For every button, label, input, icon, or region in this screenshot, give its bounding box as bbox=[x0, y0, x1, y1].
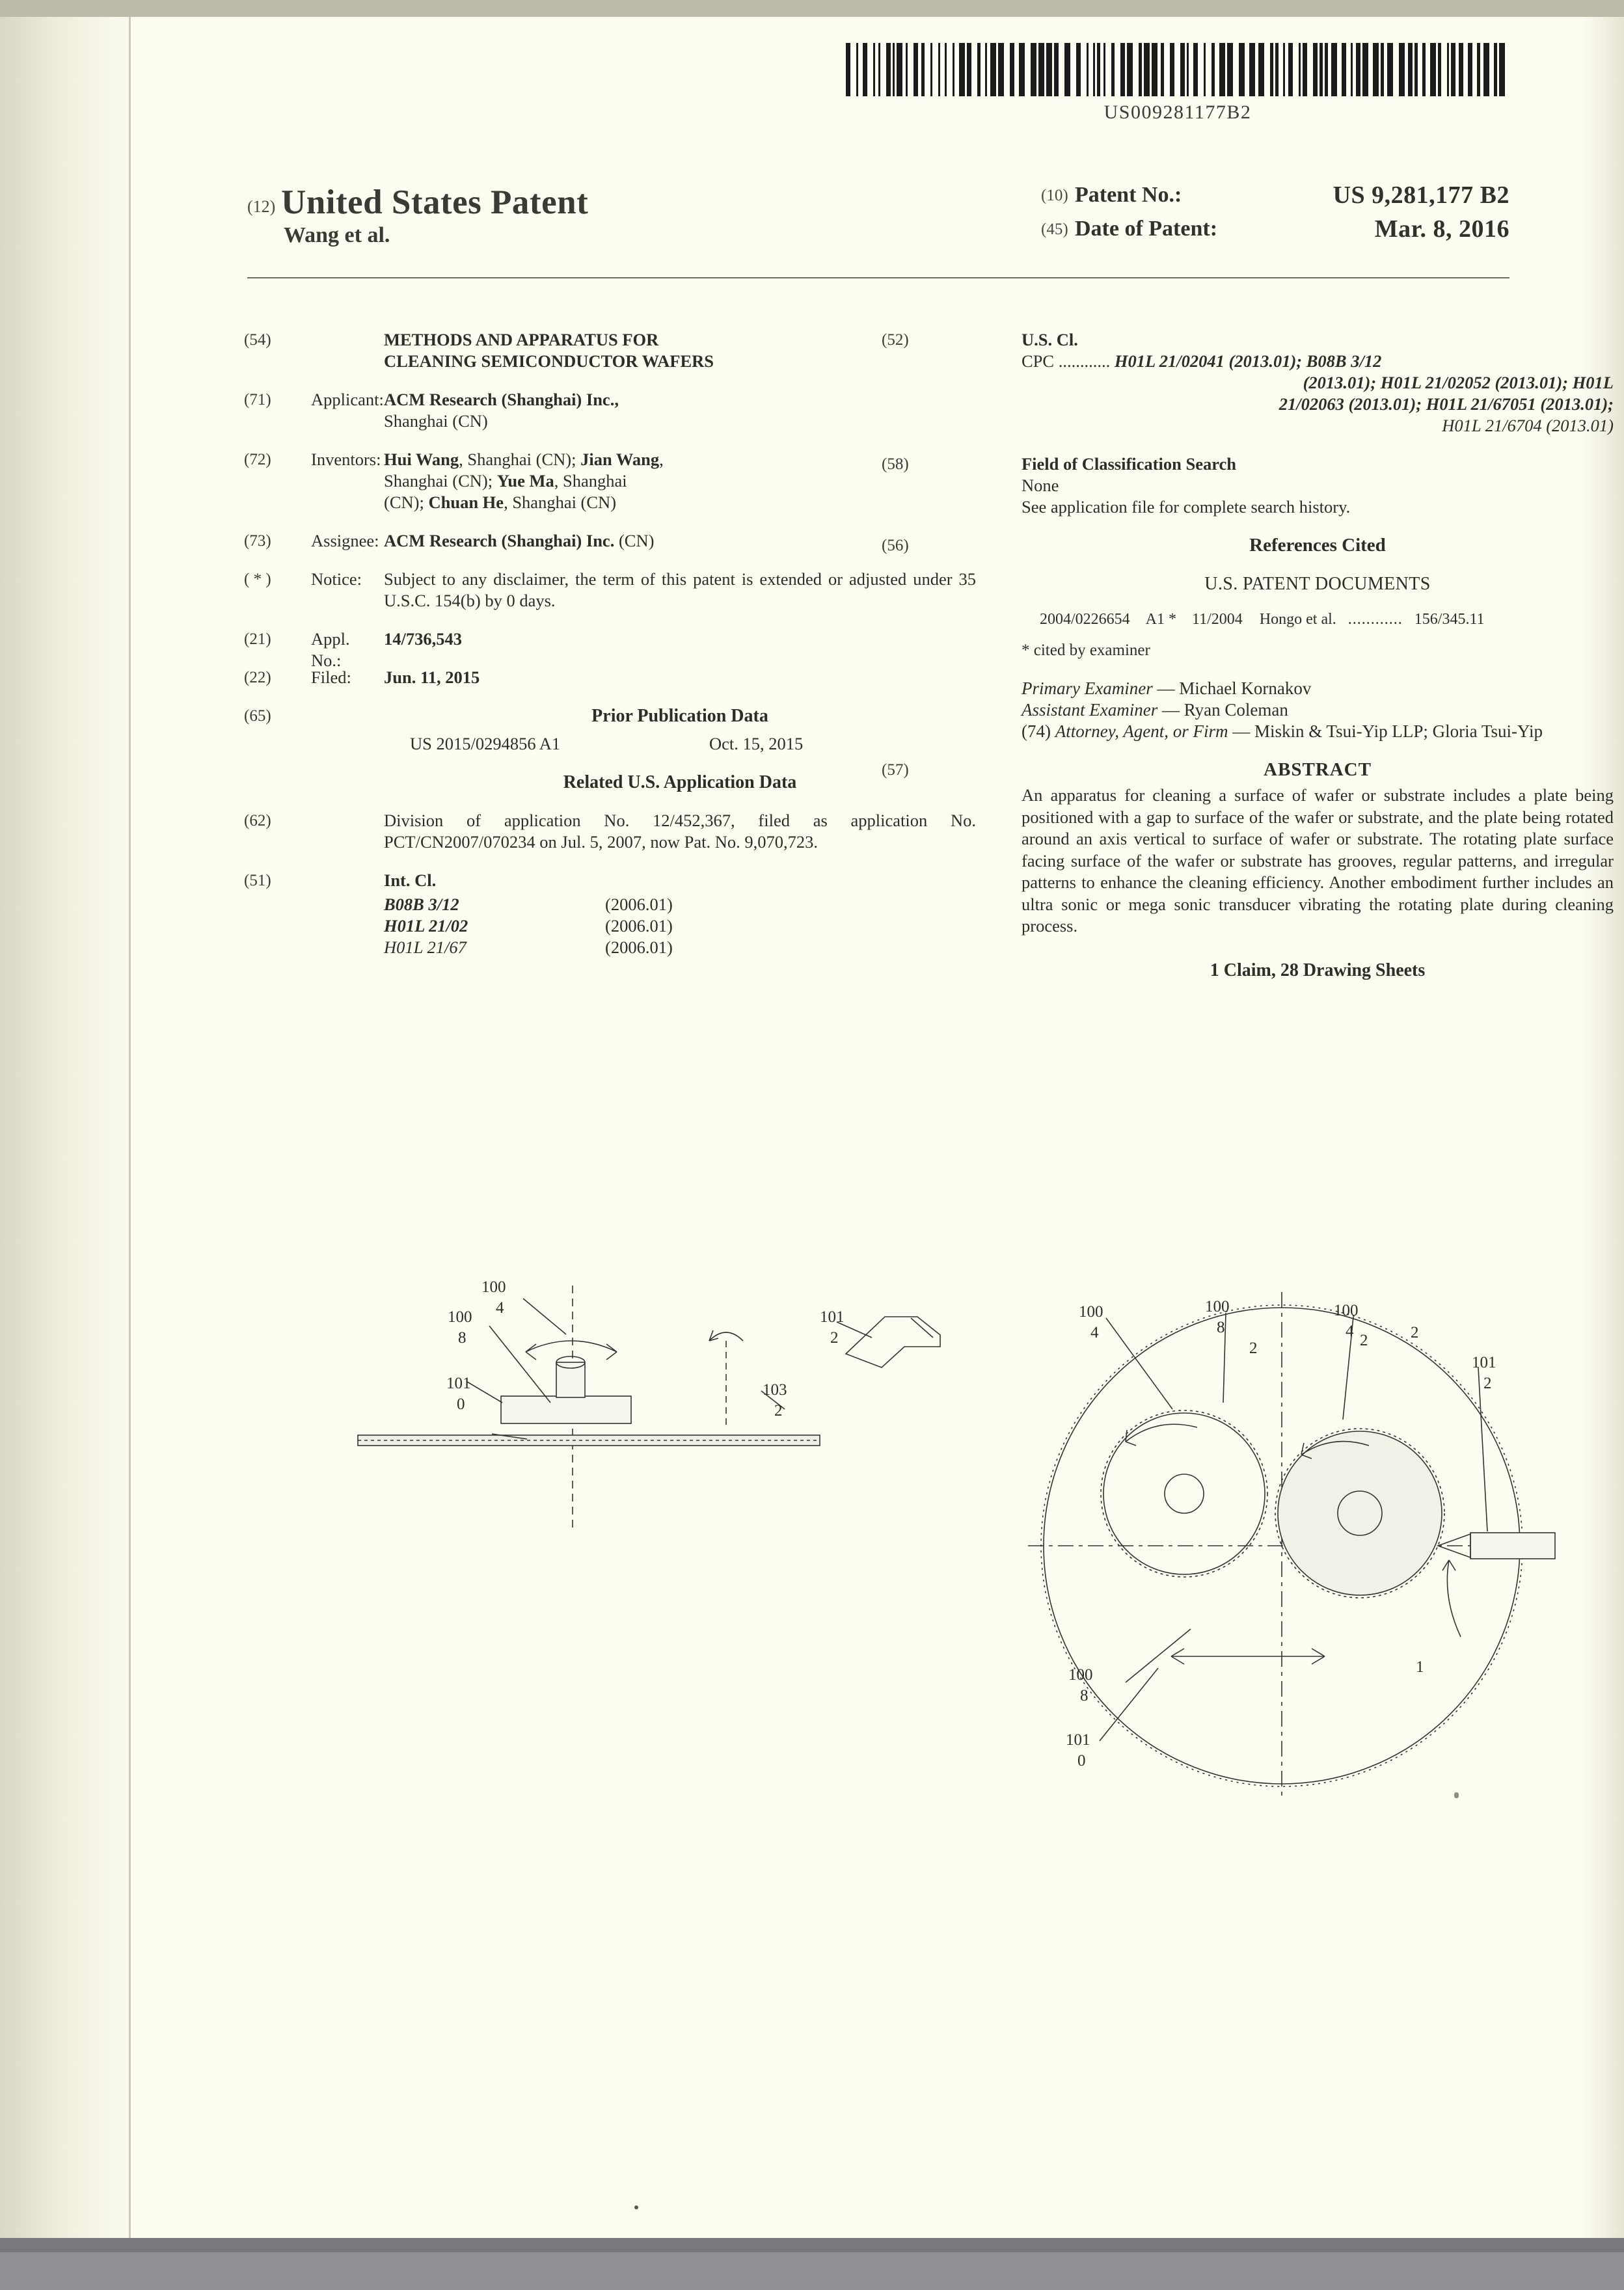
svg-text:103: 103 bbox=[763, 1381, 787, 1399]
svg-text:1: 1 bbox=[1416, 1658, 1424, 1676]
field-key: Filed: bbox=[311, 667, 351, 687]
field-classification-search bbox=[882, 453, 1614, 518]
inventor-city: , Shanghai bbox=[554, 471, 627, 491]
reference-date: 11/2004 bbox=[1192, 611, 1243, 628]
barcode-block bbox=[846, 43, 1509, 124]
svg-text:4: 4 bbox=[496, 1299, 504, 1317]
classification-search-label: Field of Classification Search bbox=[1022, 454, 1237, 474]
notice-text: Subject to any disclaimer, the term of this patent is extended or adjusted under 35 U.S.C. 154(b) by 0 days. bbox=[384, 569, 976, 610]
svg-text:2: 2 bbox=[1483, 1375, 1492, 1392]
patent-number-label: Patent No.: bbox=[1075, 183, 1182, 207]
inventor-name: Yue Ma bbox=[496, 471, 554, 491]
related-application-heading: Related U.S. Application Data bbox=[563, 772, 797, 792]
assignee-country: (CN) bbox=[614, 531, 655, 550]
filed-date-value: Jun. 11, 2015 bbox=[384, 667, 480, 687]
svg-text:2: 2 bbox=[774, 1402, 783, 1420]
patent-number-code: (10) bbox=[1041, 187, 1068, 204]
inventor-city: Shanghai (CN); bbox=[384, 471, 497, 491]
appl-no-value: 14/736,543 bbox=[384, 629, 462, 649]
svg-text:4: 4 bbox=[1090, 1324, 1099, 1341]
applicant-name: ACM Research (Shanghai) Inc., bbox=[384, 390, 619, 409]
svg-text:4: 4 bbox=[1346, 1323, 1354, 1340]
us-cl-block bbox=[1022, 329, 1614, 437]
cited-by-examiner-note: * cited by examiner bbox=[1022, 641, 1150, 659]
field-number: (54) bbox=[244, 331, 271, 349]
abstract-text: An apparatus for cleaning a surface of wafer or substrate includes a plate being positioned with a gap to surface of the wafer or substrate, and the plate being rotated around an axis vertical to surface of wafer or substrate. The rotating plate surface facing surface of the wafer or substrate has grooves, regular patterns, and irregular patterns to enhance the cleaning efficiency. Another embodiment further includes an ultra sonic or mega sonic transducer vibrating the rotating plate during cleaning process. bbox=[1022, 785, 1614, 936]
us-cl-label: U.S. Cl. bbox=[1022, 330, 1078, 349]
int-cl-block bbox=[384, 870, 976, 958]
attorney-label: Attorney, Agent, or Firm bbox=[1055, 721, 1228, 741]
svg-text:2: 2 bbox=[1360, 1332, 1368, 1349]
figure-area bbox=[260, 1207, 1601, 1858]
assistant-examiner-label: Assistant Examiner bbox=[1022, 700, 1158, 720]
cpc-line bbox=[1022, 372, 1614, 394]
inventor-name: Chuan He bbox=[428, 492, 504, 512]
inventor-line-3 bbox=[384, 492, 976, 513]
svg-text:100: 100 bbox=[1068, 1666, 1093, 1684]
int-cl-label: Int. Cl. bbox=[384, 870, 437, 890]
svg-text:100: 100 bbox=[481, 1278, 506, 1296]
reference-kind: A1 * bbox=[1145, 611, 1177, 628]
field-applicant bbox=[244, 389, 976, 432]
patent-date-label: Date of Patent: bbox=[1075, 217, 1218, 241]
field-related-application bbox=[244, 810, 976, 853]
prior-publication-row bbox=[384, 733, 976, 755]
field-number: (74) bbox=[1022, 721, 1051, 741]
classification-search-none: None bbox=[1022, 476, 1059, 495]
patent-number-row bbox=[1041, 183, 1509, 217]
barcode-image bbox=[846, 43, 1509, 96]
applicant-city: Shanghai (CN) bbox=[384, 411, 488, 431]
field-number: (73) bbox=[244, 532, 271, 550]
page-title: United States Patent bbox=[281, 183, 589, 221]
patent-number-value: US 9,281,177 B2 bbox=[1333, 182, 1509, 209]
svg-text:101: 101 bbox=[446, 1375, 471, 1392]
reference-number: 2004/0226654 bbox=[1040, 611, 1130, 628]
field-number: (62) bbox=[244, 812, 271, 829]
reference-assignee: Hongo et al. bbox=[1259, 611, 1336, 628]
svg-text:0: 0 bbox=[1077, 1752, 1086, 1770]
patent-date-value: Mar. 8, 2016 bbox=[1374, 215, 1509, 243]
title-right bbox=[1041, 183, 1509, 250]
invention-title-line2: CLEANING SEMICONDUCTOR WAFERS bbox=[384, 351, 714, 371]
inventor-sep: , bbox=[659, 450, 664, 469]
scan-speck-artifact bbox=[1454, 1792, 1459, 1798]
scan-edge-top bbox=[0, 0, 1624, 17]
field-notice bbox=[244, 569, 976, 612]
int-cl-code: H01L 21/67 bbox=[384, 937, 467, 957]
field-number: (65) bbox=[244, 707, 271, 725]
svg-text:2: 2 bbox=[830, 1329, 839, 1347]
assignee-name: ACM Research (Shanghai) Inc. bbox=[384, 531, 615, 550]
field-number: (57) bbox=[882, 761, 909, 779]
svg-text:100: 100 bbox=[1079, 1303, 1103, 1321]
field-prior-publication bbox=[244, 705, 976, 755]
patent-date-code: (45) bbox=[1041, 221, 1068, 238]
field-number: (71) bbox=[244, 391, 271, 409]
assistant-examiner-line bbox=[1022, 699, 1614, 721]
field-key: Notice: bbox=[311, 569, 362, 589]
assistant-examiner-value: — Ryan Coleman bbox=[1157, 700, 1288, 720]
cpc-codes: (2013.01); H01L 21/02052 (2013.01); H01L bbox=[1303, 373, 1614, 392]
publication-number-ocr: US009281177B2 bbox=[1103, 101, 1252, 123]
abstract-block bbox=[1022, 759, 1614, 981]
field-number: ( * ) bbox=[244, 571, 271, 588]
related-application-text: Division of application No. 12/452,367, filed as application No. PCT/CN2007/070234 on Jul. 5, 2007, now Pat. No. 9,070,723. bbox=[384, 811, 976, 852]
cpc-codes: H01L 21/02041 (2013.01); B08B 3/12 bbox=[1110, 351, 1382, 371]
primary-examiner-value: — Michael Kornakov bbox=[1152, 679, 1312, 698]
svg-text:101: 101 bbox=[820, 1308, 845, 1326]
field-number: (21) bbox=[244, 630, 271, 648]
field-key: Applicant: bbox=[311, 390, 384, 409]
table-row bbox=[1040, 609, 1614, 630]
prior-publication-date: Oct. 15, 2015 bbox=[709, 734, 804, 753]
int-cl-version: (2006.01) bbox=[605, 937, 673, 957]
svg-text:8: 8 bbox=[458, 1329, 467, 1347]
primary-examiner-line bbox=[1022, 678, 1614, 699]
svg-text:100: 100 bbox=[448, 1308, 472, 1326]
attorney-value: — Miskin & Tsui-Yip LLP; Gloria Tsui-Yip bbox=[1228, 721, 1543, 741]
cpc-line bbox=[1022, 394, 1614, 415]
scan-edge-left bbox=[0, 0, 130, 2238]
viewer-bottom-frame bbox=[0, 2238, 1624, 2290]
int-cl-version: (2006.01) bbox=[605, 916, 673, 936]
abstract-heading: ABSTRACT bbox=[1264, 759, 1372, 780]
inventor-city: , Shanghai (CN); bbox=[459, 450, 581, 469]
svg-text:8: 8 bbox=[1080, 1687, 1089, 1704]
field-number: (51) bbox=[244, 872, 271, 889]
prior-publication-block bbox=[384, 705, 976, 755]
page-content bbox=[130, 17, 1624, 2238]
inventor-city: (CN); bbox=[384, 492, 429, 512]
invention-title-line1: METHODS AND APPARATUS FOR bbox=[384, 330, 659, 349]
bibliographic-left-column bbox=[244, 329, 976, 975]
references-heading: References Cited bbox=[1249, 535, 1386, 556]
field-appl-no bbox=[244, 628, 976, 670]
patent-drawings bbox=[260, 1207, 1601, 1858]
inventor-city: , Shanghai (CN) bbox=[504, 492, 617, 512]
svg-text:2: 2 bbox=[1249, 1340, 1258, 1357]
inventor-name: Hui Wang bbox=[384, 450, 459, 469]
field-number: (72) bbox=[244, 451, 271, 468]
field-int-cl bbox=[244, 870, 976, 958]
left-figure bbox=[358, 1286, 940, 1533]
primary-examiner-label: Primary Examiner bbox=[1022, 679, 1153, 698]
field-number: (52) bbox=[882, 331, 909, 349]
classification-search-block bbox=[1022, 453, 1614, 518]
prior-publication-number: US 2015/0294856 A1 bbox=[410, 734, 561, 753]
int-cl-row bbox=[384, 894, 976, 915]
int-cl-table bbox=[384, 894, 976, 958]
inventor-short-name: Wang et al. bbox=[284, 223, 390, 247]
field-filed bbox=[244, 667, 976, 688]
reference-dots: ............ bbox=[1347, 611, 1403, 628]
field-references-cited bbox=[882, 535, 1614, 661]
cpc-codes: H01L 21/6704 (2013.01) bbox=[1442, 416, 1614, 435]
examiners-block bbox=[1022, 678, 1614, 742]
svg-text:2: 2 bbox=[1411, 1324, 1419, 1341]
patent-date-row bbox=[1041, 217, 1509, 250]
classification-search-note: See application file for complete search history. bbox=[1022, 497, 1351, 517]
field-key: Assignee: bbox=[311, 531, 379, 550]
cpc-codes: 21/02063 (2013.01); H01L 21/67051 (2013.01); bbox=[1279, 394, 1614, 414]
svg-text:0: 0 bbox=[457, 1395, 465, 1413]
int-cl-code: B08B 3/12 bbox=[384, 895, 459, 914]
field-abstract bbox=[882, 759, 1614, 981]
cpc-line bbox=[1022, 351, 1614, 372]
field-key: Appl. No.: bbox=[311, 629, 350, 670]
header-divider bbox=[247, 277, 1509, 278]
us-patent-documents-heading: U.S. PATENT DOCUMENTS bbox=[1204, 574, 1431, 594]
prior-publication-heading: Prior Publication Data bbox=[591, 706, 768, 726]
int-cl-row bbox=[384, 915, 976, 937]
applicant-value bbox=[384, 389, 976, 432]
viewer-bottom-shadow bbox=[0, 2238, 1624, 2252]
cpc-line bbox=[1022, 415, 1614, 437]
claims-and-sheets: 1 Claim, 28 Drawing Sheets bbox=[1210, 960, 1426, 980]
reference-class: 156/345.11 bbox=[1414, 611, 1485, 628]
attorney-line bbox=[1022, 721, 1614, 742]
svg-text:100: 100 bbox=[1334, 1302, 1359, 1319]
field-number: (58) bbox=[882, 455, 909, 473]
cpc-lines bbox=[1022, 351, 1614, 437]
int-cl-row bbox=[384, 937, 976, 958]
svg-text:101: 101 bbox=[1472, 1354, 1496, 1371]
field-number: (22) bbox=[244, 669, 271, 686]
examiners-lines bbox=[1022, 678, 1614, 742]
field-key: Inventors: bbox=[311, 450, 381, 469]
bibliographic-right-column bbox=[882, 329, 1614, 998]
scan-dot-artifact bbox=[634, 2205, 638, 2209]
int-cl-version: (2006.01) bbox=[605, 895, 673, 914]
references-block bbox=[1022, 535, 1614, 661]
field-us-cl bbox=[882, 329, 1614, 437]
cpc-prefix: CPC ............ bbox=[1022, 351, 1111, 371]
svg-text:100: 100 bbox=[1205, 1298, 1230, 1315]
field-number: (56) bbox=[882, 537, 909, 554]
inventor-name: Jian Wang bbox=[580, 450, 660, 469]
int-cl-code: H01L 21/02 bbox=[384, 916, 468, 936]
kind-code-12: (12) bbox=[247, 197, 276, 216]
svg-text:101: 101 bbox=[1066, 1731, 1090, 1749]
svg-text:8: 8 bbox=[1217, 1319, 1225, 1336]
